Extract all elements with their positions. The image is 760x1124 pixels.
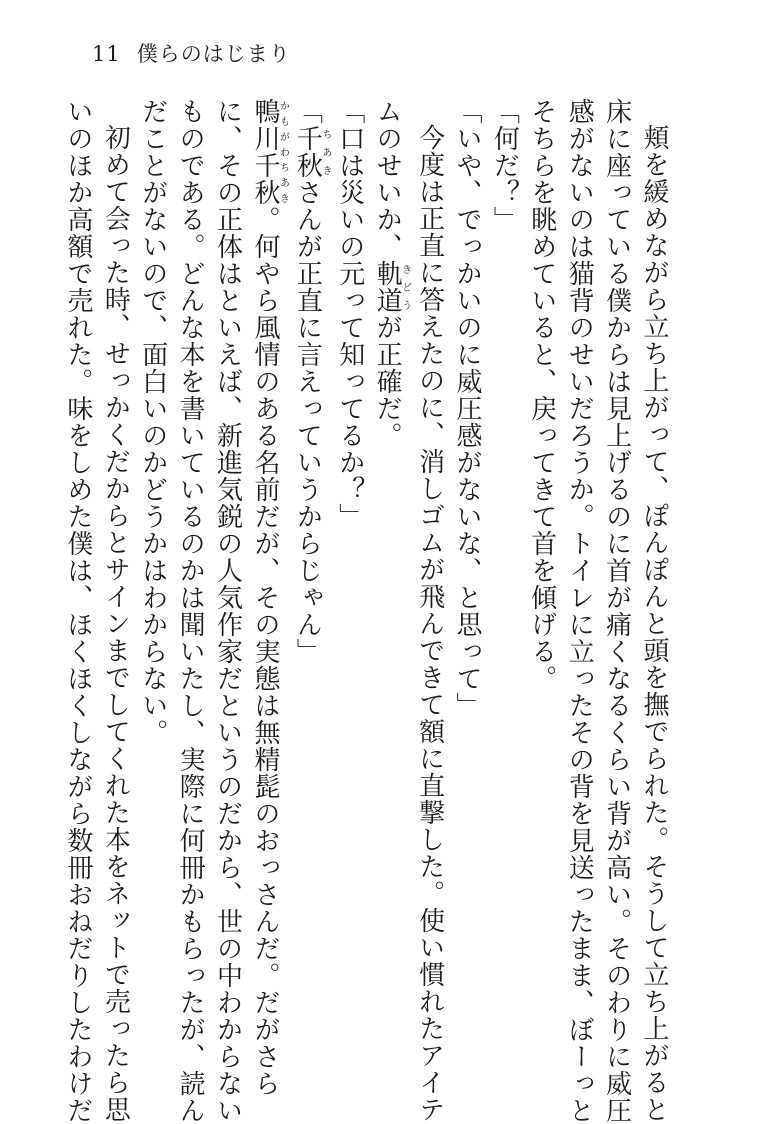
text-segment: 。何やら風情のある名前だが、その実態は無精髭のおっさんだ。だがさら [249, 206, 280, 1097]
text-line-11 [246, 98, 289, 1097]
ruby-base: 軌道 [372, 260, 403, 314]
ruby-reading: かもがわちあき [277, 98, 289, 206]
text-line-8 [368, 98, 410, 948]
text-line-15: 初めて会った時、せっかくだからとサインまでしてくれた本をネットで売ったら思 [100, 124, 131, 1123]
text-line-10 [288, 98, 330, 948]
ruby-reading: きどう [399, 260, 411, 314]
ruby-annotation [292, 125, 331, 179]
text-line-4: そちらを眺めていると、戻ってきて首を傾げる。 [526, 98, 557, 692]
ruby-base: 鴨川千秋 [249, 98, 280, 206]
text-line-13: ものである。どんな本を書いているのかは聞いたし、実際に何冊かもらったが、読ん [175, 98, 206, 1124]
ruby-base: 千秋 [292, 125, 323, 179]
text-line-6: 「いや、でっかいのに威圧感がないな、と思って」 [451, 98, 482, 719]
text-line-12: に、その正体はといえば、新進気鋭の人気作家だというのだから、世の中わからない [212, 98, 243, 1124]
chapter-title: 僕らのはじまり [136, 42, 291, 66]
text-segment: 「 [292, 98, 323, 125]
text-line-5: 「何だ？」 [489, 98, 520, 233]
text-line-9: 「口は災いの元って知ってるか？」 [334, 98, 365, 530]
text-line-3: 感がないのは猫背のせいだろうか。トイレに立ったその背を見送ったまま、ぼーっと [564, 98, 595, 1124]
text-line-7: 今度は正直に答えたのに、消しゴムが飛んできて額に直撃した。使い慣れたアイテ [414, 124, 445, 1123]
ruby-reading: ちあき [319, 125, 331, 179]
page-number: 11 [92, 42, 121, 66]
running-head [92, 38, 291, 68]
body-text [62, 98, 672, 1124]
ruby-annotation [249, 98, 289, 206]
text-segment: が正確だ。 [372, 314, 403, 449]
ruby-annotation [372, 260, 411, 314]
text-line-16: いのほか高額で売れた。味をしめた僕は、ほくほくしながら数冊おねだりしたわけだ [62, 98, 93, 1124]
text-line-14: だことがないので、面白いのかどうかはわからない。 [137, 98, 168, 746]
text-segment: ムのせいか、 [372, 98, 403, 260]
text-line-2: 床に座っている僕からは見上げるのに首が痛くなるくらい背が高い。そのわりに威圧 [601, 98, 632, 1124]
text-segment: さんが正直に言えっていうからじゃん」 [292, 179, 323, 665]
text-line-1: 頬を緩めながら立ち上がって、ぽんぽんと頭を撫でられた。そうして立ち上がると [639, 124, 669, 1123]
